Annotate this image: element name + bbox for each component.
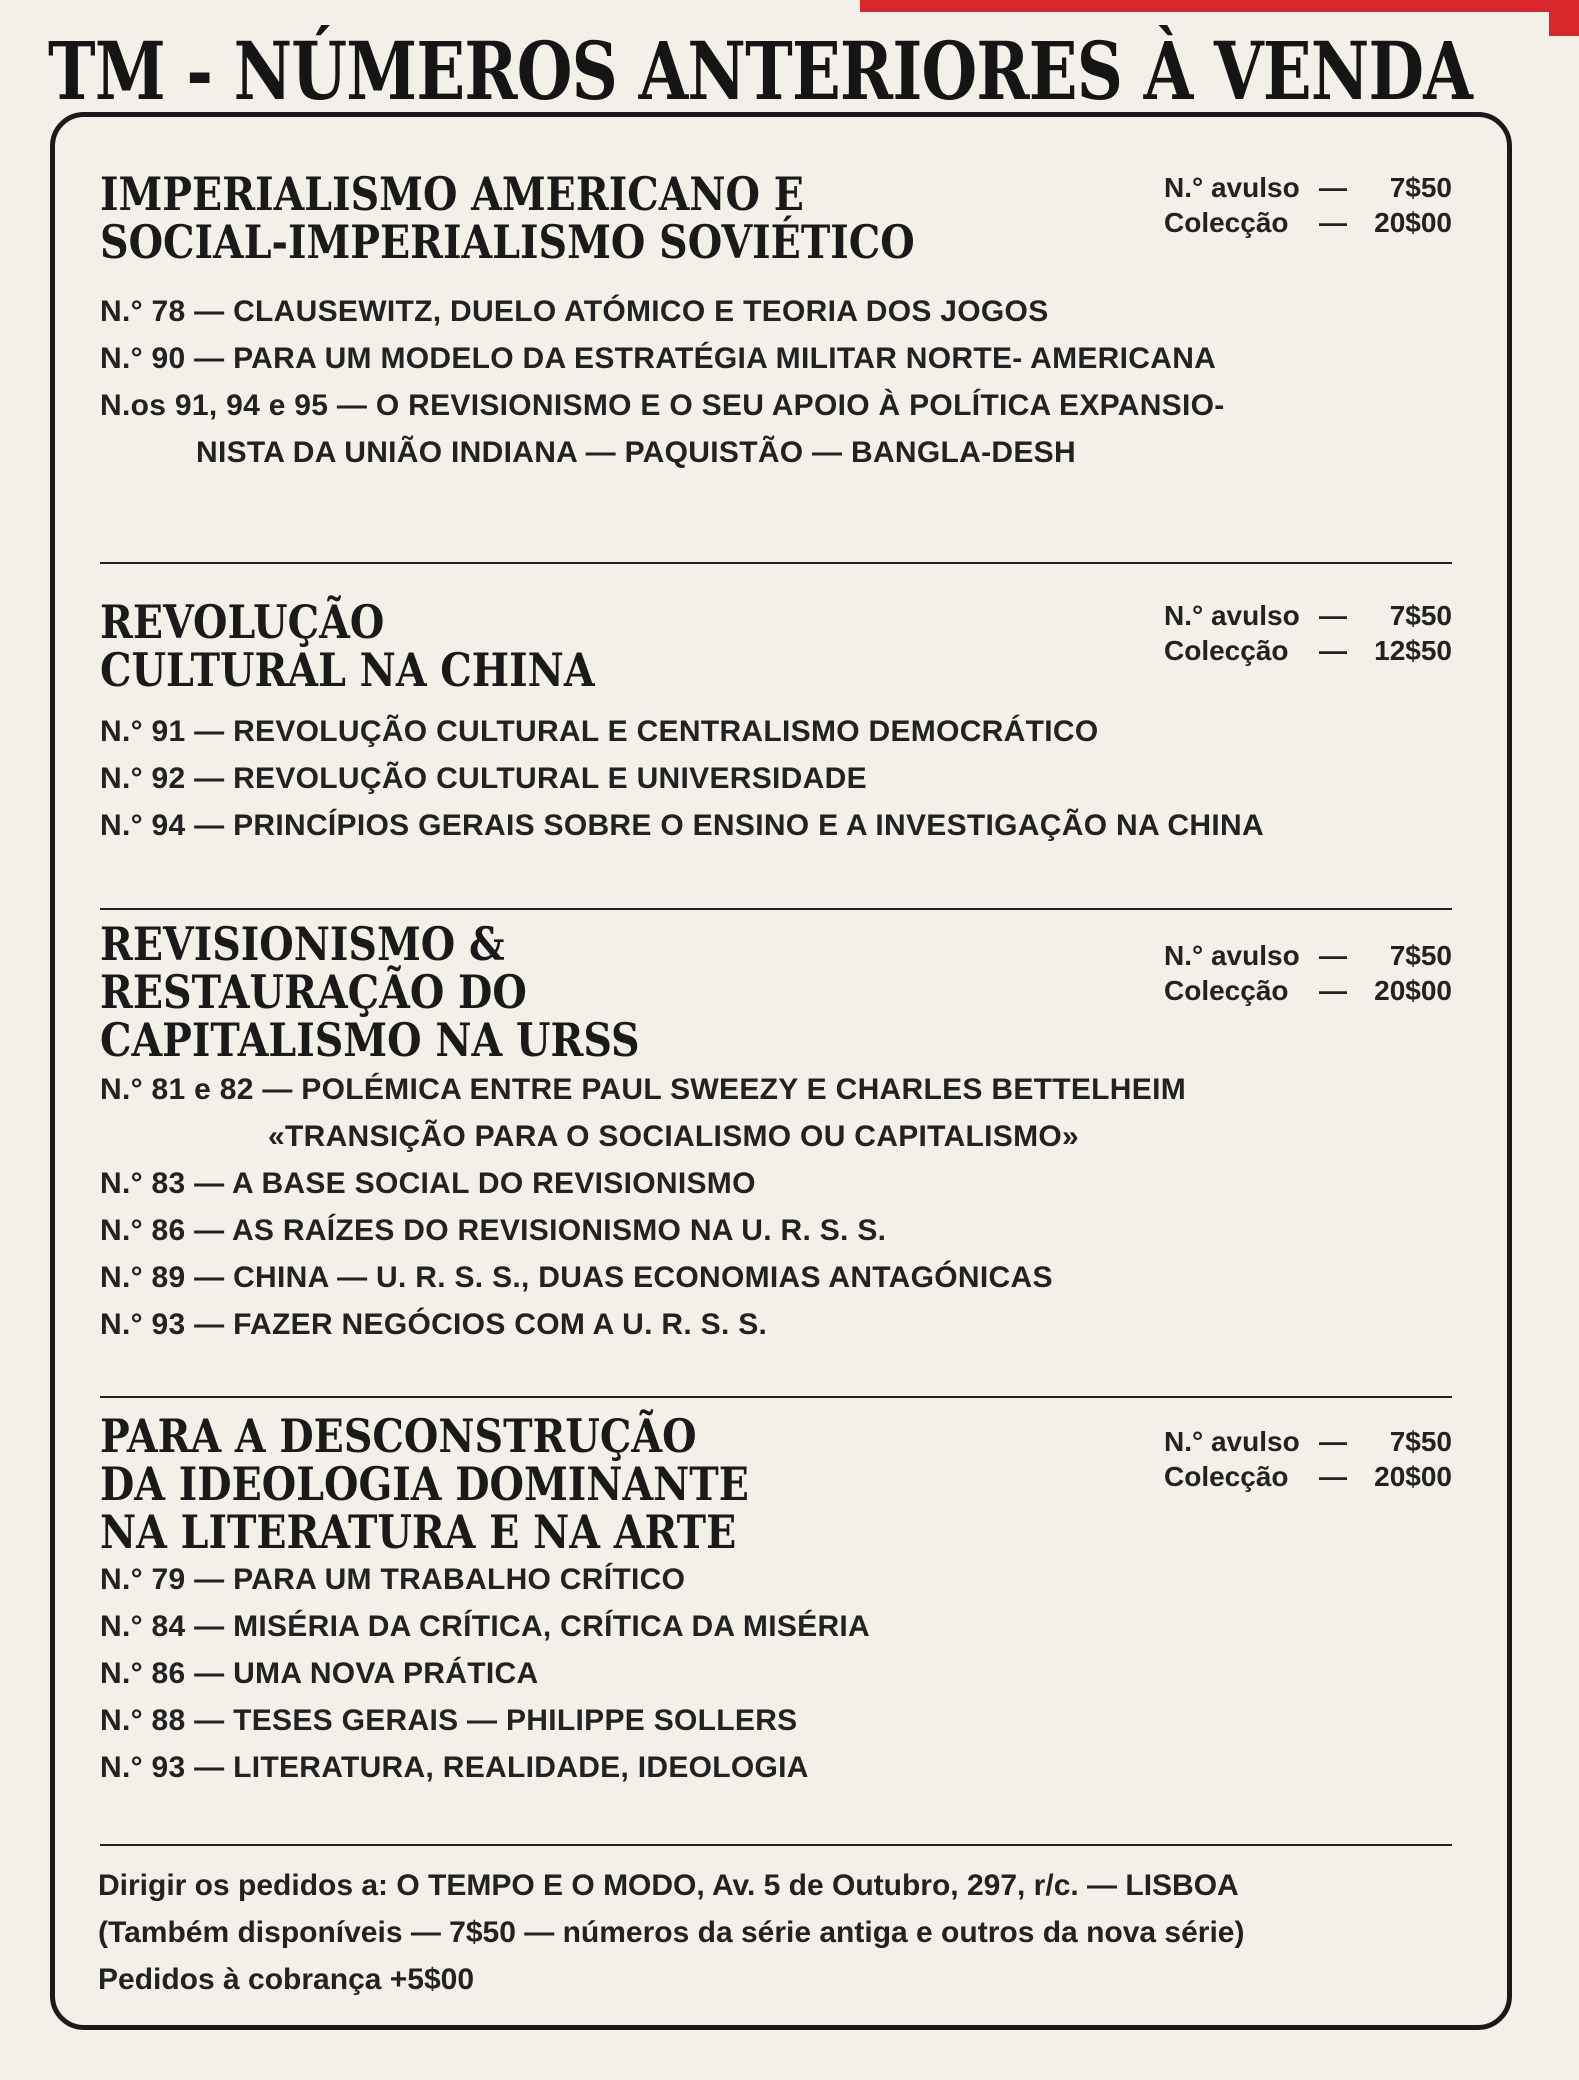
issue-item: N.° 92 — REVOLUÇÃO CULTURAL E UNIVERSIDADE [100,762,867,795]
issue-item: N.° 93 — LITERATURA, REALIDADE, IDEOLOGIA [100,1751,809,1784]
page-title: TM - NÚMEROS ANTERIORES À VENDA [48,24,1473,118]
coleccao-price: 20$00 [1374,1461,1452,1492]
avulso-label: N.° avulso [1164,172,1300,203]
price-box: N.° avulso — 7$50 Colecção — 20$00 [1164,1426,1452,1492]
issue-item-continuation: NISTA DA UNIÃO INDIANA — PAQUISTÃO — BANGLA-DESH [196,436,1076,469]
order-info [98,1862,1468,2003]
avulso-price: 7$50 [1389,600,1452,631]
heading-line: REVISIONISMO & [100,917,505,971]
section-heading [100,595,1270,697]
avulso-price: 7$50 [1389,940,1452,971]
price-box: N.° avulso — 7$50 Colecção — 20$00 [1164,172,1452,238]
coleccao-label: Colecção [1164,207,1289,238]
section-divider [100,562,1452,564]
heading-line: DA IDEOLOGIA DOMINANTE [100,1457,749,1511]
avulso-label: N.° avulso [1164,940,1300,971]
heading-line: CAPITALISMO NA URSS [100,1013,640,1067]
section-divider [100,1844,1452,1846]
issue-item: N.° 86 — AS RAÍZES DO REVISIONISMO NA U. R. S. S. [100,1214,887,1247]
coleccao-label: Colecção [1164,1461,1289,1492]
price-box: N.° avulso — 7$50 Colecção — 20$00 [1164,940,1452,1006]
section-heading [100,167,1270,269]
section-heading [100,1409,1270,1559]
section-divider [100,908,1452,910]
price-box: N.° avulso — 7$50 Colecção — 12$50 [1164,600,1452,666]
coleccao-label: Colecção [1164,635,1289,666]
order-availability: (Também disponíveis — 7$50 — números da série antiga e outros da nova série) [98,1916,1245,1949]
issue-item: N.° 94 — PRINCÍPIOS GERAIS SOBRE O ENSINO E A INVESTIGAÇÃO NA CHINA [100,809,1264,842]
issue-item: N.° 81 e 82 — POLÉMICA ENTRE PAUL SWEEZY E CHARLES BETTELHEIM «TRANSIÇÃO PARA O SOCIALISMO OU CAPITALISMO» [100,1066,1460,1160]
heading-line: PARA A DESCONSTRUÇÃO [100,1409,697,1463]
red-corner-tab [1549,0,1579,36]
heading-line: IMPERIALISMO AMERICANO E [100,167,804,221]
section-imperialismo [100,167,1460,476]
issue-item: N.os 91, 94 e 95 — O REVISIONISMO E O SEU APOIO À POLÍTICA EXPANSIO- NISTA DA UNIÃO INDIANA — PAQUISTÃO — BANGLA-DESH [100,382,1460,476]
issue-item-continuation: «TRANSIÇÃO PARA O SOCIALISMO OU CAPITALISMO» [268,1120,1080,1153]
issue-item: N.° 91 — REVOLUÇÃO CULTURAL E CENTRALISMO DEMOCRÁTICO [100,715,1099,748]
section-desconstrucao [100,1409,1460,1791]
order-address: Dirigir os pedidos a: O TEMPO E O MODO, Av. 5 de Outubro, 297, r/c. — LISBOA [98,1869,1239,1902]
issue-item: N.° 86 — UMA NOVA PRÁTICA [100,1657,539,1690]
red-page-edge [860,0,1579,12]
section-divider [100,1396,1452,1398]
avulso-label: N.° avulso [1164,1426,1300,1457]
issue-item: N.° 84 — MISÉRIA DA CRÍTICA, CRÍTICA DA MISÉRIA [100,1610,871,1643]
avulso-price: 7$50 [1389,172,1452,203]
issue-item: N.° 89 — CHINA — U. R. S. S., DUAS ECONOMIAS ANTAGÓNICAS [100,1261,1053,1294]
issue-item: N.° 88 — TESES GERAIS — PHILIPPE SOLLERS [100,1704,798,1737]
coleccao-price: 12$50 [1374,635,1452,666]
heading-line: SOCIAL-IMPERIALISMO SOVIÉTICO [100,215,915,269]
heading-line: RESTAURAÇÃO DO [100,965,527,1019]
coleccao-price: 20$00 [1374,207,1452,238]
coleccao-price: 20$00 [1374,975,1452,1006]
section-revisionismo [100,917,1460,1348]
section-heading [100,917,1270,1067]
heading-line: CULTURAL NA CHINA [100,643,595,697]
issue-item: N.° 93 — FAZER NEGÓCIOS COM A U. R. S. S. [100,1308,768,1341]
issue-item: N.° 83 — A BASE SOCIAL DO REVISIONISMO [100,1167,756,1200]
avulso-label: N.° avulso [1164,600,1300,631]
avulso-price: 7$50 [1389,1426,1452,1457]
issue-item: N.° 79 — PARA UM TRABALHO CRÍTICO [100,1563,686,1596]
issue-item: N.° 78 — CLAUSEWITZ, DUELO ATÓMICO E TEORIA DOS JOGOS [100,295,1049,328]
coleccao-label: Colecção [1164,975,1289,1006]
issue-item: N.° 90 — PARA UM MODELO DA ESTRATÉGIA MILITAR NORTE- AMERICANA [100,342,1217,375]
heading-line: REVOLUÇÃO [100,595,385,649]
section-revolucao-cultural [100,595,1460,849]
heading-line: NA LITERATURA E NA ARTE [100,1505,737,1559]
order-cod-fee: Pedidos à cobrança +5$00 [98,1963,475,1996]
